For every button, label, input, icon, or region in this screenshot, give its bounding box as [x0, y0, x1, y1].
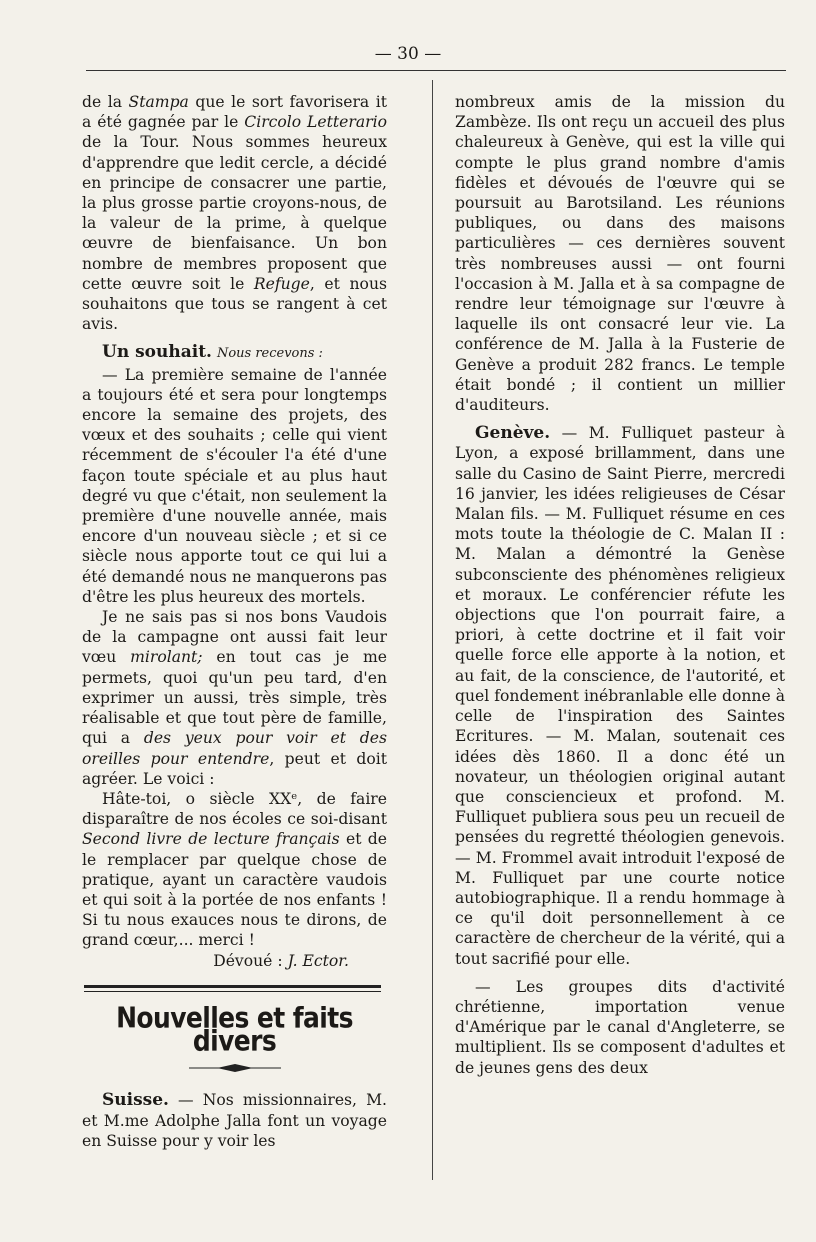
italic-run: des yeux pour voir et des oreilles pour entendre: [82, 729, 387, 768]
italic-run: Second livre de lecture français: [82, 830, 340, 849]
section-heading: Nouvelles et faits divers: [116, 1000, 353, 1058]
geneve-text: — M. Fulliquet pasteur à Lyon, a exposé brillamment, dans une salle du Casino de Saint Pierre, mercredi 16 janvier, les idées religieuses de César Malan fils. — M. Fulliquet résume en ces mots toute la théologie de C. Malan II : M. Malan a démontré la Genèse subconsciente des phénomènes religieux et moraux. Le conférencier réfute les objections que l'on pourrait faire, a priori, à cette doctrine et il fait voir quelle force elle apporte à la notion, et au fait, de la conscience, de l'autorité, et quel fondement inébranlable elle donne à celle de l'inspiration des Saintes Ecritures. — M. Malan, soutenait ces idées dès 1860. Il a donc été un novateur, un théologien original autant que consciencieux et profond. M. Fulliquet publiera sous peu un recueil de pensées du regretté théologien genevois. — M. Frommel avait introduit l'exposé de M. Fulliquet par une courte notice autobiographique. Il a rendu hommage à ce qu'il doit personnellement à ce caractère de chercheur de la vérité, qui a tout sacrifié pour elle.: [455, 424, 785, 968]
suisse-paragraph: [82, 1090, 387, 1151]
suisse-text: — Nos missionnaires, M. et M.me Adolphe Jalla font un voyage en Suisse pour y voir les: [82, 1091, 387, 1150]
italic-run: Refuge: [253, 274, 310, 293]
italic-run: Circolo Letterario: [244, 113, 387, 132]
souhait-subtitle: Nous recevons :: [216, 346, 323, 362]
souhait-paragraph-3: Hâte-toi, o siècle XXᵉ, de faire disparaître de nos écoles ce soi-disant Second livre de lecture français et de le remplacer par quelque chose de pratique, ayant un caractère vaudois et qui soit à la portée de nos enfants ! Si tu nous exauces nous te dirons, de grand cœur,... merci !: [82, 789, 388, 950]
italic-run: Stampa: [128, 93, 189, 111]
header-rule: [86, 70, 786, 71]
zambeze-paragraph: nombreux amis de la mission du Zambèze. Ils ont reçu un accueil des plus chaleureux à Genève, qui est la ville qui compte le plus grand nombre d'amis fidèles et dévoués de l'œuvre qui se poursuit au Barotsiland. Les réunions publiques, ou dans des maisons particulières — ces dernières souvent très nombreuses aussi — ont fourni l'occasion à M. Jalla et à sa compagne de rendre leur témoignage sur l'œuvre à laquelle ils ont consacré leur vie. La conférence de M. Jalla à la Fusterie de Genève a produit 282 francs. Le temple était bondé ; il contient un millier d'auditeurs.: [455, 93, 785, 415]
italic-run: mirolant;: [130, 648, 203, 667]
right-column: [455, 92, 785, 1078]
ornament-divider: [82, 1058, 387, 1078]
suisse-title: Suisse.: [102, 1090, 169, 1111]
geneve-title: Genève.: [475, 423, 551, 444]
souhait-paragraph-1: — La première semaine de l'année a toujours été et sera pour longtemps encore la semaine des projets, des vœux et des souhaits ; celle qui vient récemment de s'écouler l'a été d'une façon toute spéciale et au plus haut degré vu que c'était, non seulement la première d'une nouvelle année, mais encore d'un nouveau siècle ; et si ce siècle nous apporte tout ce qui lui a été demandé nous ne manquerons pas d'être les plus heureux des mortels.: [82, 365, 387, 606]
left-column: [82, 92, 387, 1151]
souhait-title: Un souhait.: [102, 342, 212, 363]
column-divider: [432, 80, 433, 1180]
signature: Dévoué : J. Ector.: [213, 951, 349, 970]
souhait-heading-line: [82, 342, 387, 364]
souhait-paragraph-2: Je ne sais pas si nos bons Vaudois de la campagne ont aussi fait leur vœu mirolant; en tout cas je me permets, quoi qu'un peu tard, d'en exprimer un aussi, très simple, très réalisable et que tout père de famille, qui a des yeux pour voir et des oreilles pour entendre, peut et doit agréer. Le voici :: [82, 608, 387, 788]
section-rule: [82, 985, 387, 992]
geneve-paragraph: [455, 423, 785, 968]
page-number: — 30 —: [374, 44, 442, 64]
stampa-paragraph: de la Stampa que le sort favorisera it a été gagnée par le Circolo Letterario de la Tour. Nous sommes heureux d'apprendre que ledit cercle, a décidé en principe de consacrer une partie, la plus grosse partie croyons-nous, de la valeur de la prime, à quelque œuvre de bienfaisance. Un bon nombre de membres proposent que cette œuvre soit le Refuge, et nous souhaitons que tous se rangent à cet avis.: [82, 93, 387, 334]
groupes-paragraph: — Les groupes dits d'activité chrétienne, importation venue d'Amérique par le canal d'Angleterre, se multiplient. Ils se composent d'adultes et de jeunes gens des deux: [455, 977, 785, 1077]
italic-run: J. Ector.: [287, 951, 349, 970]
